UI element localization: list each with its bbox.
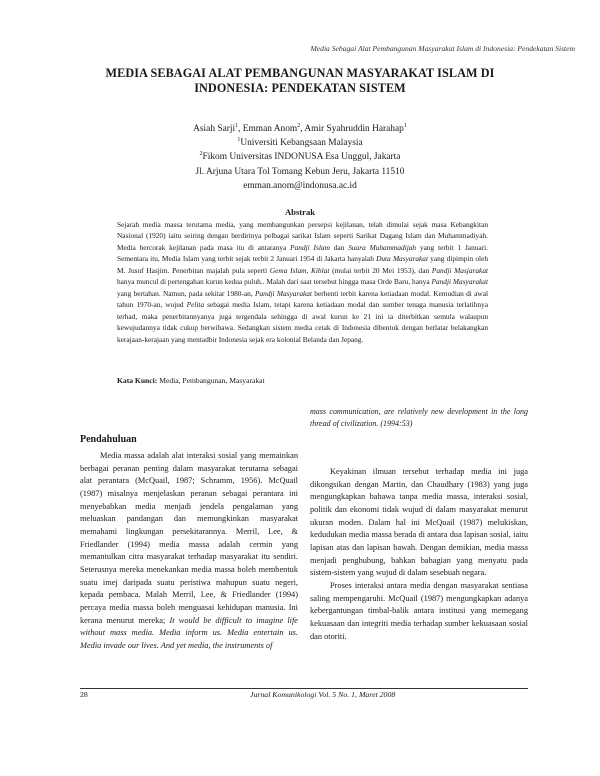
keywords-label: Kata Kunci:	[117, 376, 158, 385]
body-column-right	[310, 466, 528, 643]
author-2-affil: 2	[297, 123, 301, 129]
author-names	[60, 122, 540, 136]
abstract-text	[117, 219, 488, 345]
affiliation-2-mark: 2	[199, 151, 203, 158]
title-line-2: INDONESIA: PENDEKATAN SISTEM	[194, 81, 406, 96]
abstract-italic: Duta Masyarakat	[376, 254, 429, 264]
address: Jl. Arjuna Utara Tol Tomang Kebun Jeru, Jakarta 11510	[195, 166, 405, 177]
abstract-italic: Pandji Islam	[290, 242, 330, 252]
affiliation-1-mark: 1	[237, 137, 241, 144]
affiliation-2	[60, 150, 540, 164]
abstract-heading: Abstrak	[284, 207, 316, 217]
abstract-run: sebagai media Islam, tetapi karena ketiadaan modal dan sumber tenaga manusia terlatihnya terhad, maka penerbitannyanya juga tergendala sehingga di awal kurun ke 21 ini ia diterbitkan semula walaupun kewujudannya tidak cukup berwibawa. Sedangkan sistem media cetak di Indonesia dibentuk dengan berlatar belakangkan kerajaan-kerajaan yang mentadbir Indonesia sejak era kolonial Belanda dan Jepang.	[117, 300, 488, 344]
body-text: Media massa adalah alat interaksi sosial yang memainkan berbagai peranan penting dalam masyarakat terutama sebagai alat perantara (McQuail, 1987; Schramm, 1956). McQuail (1987) misalnya menjelaskan peranan sebagai perantara ini menyebabkan media menjadi jendela pengalaman yang meluaskan pandangan dan memungkinkan masyarakat memahami lingkungan persekitarannya. Merril, Lee, & Friedlander (1994) media massa adalah cermin yang memantulkan citra masyarakat terhadap masyarakat itu sendiri. Seterusnya mereka menekankan media massa boleh membentuk suatu imej daripada suatu peristiwa mahupun suatu negeri, kepada pembaca. Malah Merril, Lee, & Friedlander (1994) percaya media massa boleh menguasai kehidupan manusia. Ini kerana menurut mereka;	[80, 451, 298, 625]
keywords	[117, 376, 488, 385]
abstract-run: yang terbit 1 Januari. Sementara itu, Media Islam yang terbit sejak terbit 2 Januari 1954 di Jakarta hanyalah	[117, 242, 488, 264]
email: emman.anom@indonusa.ac.id	[243, 180, 357, 191]
block-quote-continued: mass communication, are relatively new development in the long thread of civilization. (1994:53)	[310, 407, 528, 428]
abstract-italic: Pelita	[186, 300, 205, 310]
abstract-run: (mulai terbit 20 Mei 1953), dan	[329, 265, 432, 275]
body-paragraph: Keyakinan ilmuan tersebut terhadap media ini juga dikongsikan dengan Martin, dan Chaudhary (1983) yang juga mengungkapkan bahawa tanpa media massa, interaksi sosial, politik dan ekonomi tidak wujud di dalam masyarakat menurut ukuran moden. Dalam hal ini McQuail (1987) melukiskan, kedudukan media massa berada di antara dua lapisan sosial, iaitu lapisan atas dan lapisan bawah. Dengan demikian, media massa menjadi penghubung, bahkan bahagian yang menyatu pada sistem-sistem yang wujud di dalam sesebuah negara.	[310, 467, 528, 578]
abstract-run: yang bertahan. Namun, pada sekitar 1980-an,	[117, 288, 255, 298]
abstract-italic: Suara Muhammadijah	[348, 242, 417, 252]
paper-title	[60, 66, 540, 97]
affiliation-1-text: Universiti Kebangsaan Malaysia	[240, 138, 363, 149]
title-line-1: MEDIA SEBAGAI ALAT PEMBANGUNAN MASYARAKAT ISLAM DI	[105, 66, 495, 80]
abstract-italic: Pandji Masjarakat	[431, 265, 489, 275]
abstract-run: yang dipimpin oleh M. Jusuf Hasjim. Penerbitan majalah pula seperti	[117, 254, 488, 275]
abstract-run: Sejarah media massa terutama media, yang membangunkan persepsi kejilanan, telah dimulai sejak masa Kebangkitan Nasional (1920) iaitu seiring dengan berdirinya pelbagai sarikat Islam seperti Sarikat Dagang Islam dan Muhammadiyah. Media bercorak kejilanan pada masa itu di antaranya	[117, 220, 488, 252]
abstract-run: berhenti terbit karena ketiadaan modal. Kemudian di awal tahun 1970-an, wujud	[117, 288, 488, 310]
author-2: Emman Anom	[242, 124, 298, 135]
author-block	[60, 122, 540, 193]
footer-rule	[80, 688, 528, 689]
journal-citation: Jurnal Komunikologi Vol. 5 No. 1, Maret 2008	[250, 690, 396, 699]
abstract-run: dan	[329, 242, 349, 252]
author-3-affil: 1	[403, 123, 407, 129]
body-column-left	[80, 450, 298, 653]
affiliation-2-text: Fikom Universitas INDONUSA Esa Unggul, Jakarta	[202, 152, 401, 163]
author-1: Asiah Sarji	[193, 124, 236, 135]
body-paragraph: Proses interaksi antara media dengan masyarakat sentiasa saling mempengaruhi. McQuail (1987) mengungkapkan adanya kebergantungan timbal-balik antara institusi yang memegang kekuasaan dan integriti media terhadap sumber kekuasaan sosial dan otoriti.	[310, 581, 528, 641]
block-quote: It would be difficult to imagine life without mass media. Media inform us. Media entertain us. Media invade our lives. And yet media, the instruments of	[80, 615, 298, 651]
author-sep: ,	[238, 124, 243, 135]
abstract-italic: Pandji Masyarakat	[255, 288, 312, 298]
author-3: Amir Syahruddin Harahap	[304, 124, 404, 135]
abstract-italic: Gema Islam, Kiblat	[269, 265, 330, 275]
body-paragraph	[80, 450, 298, 653]
affiliation-1	[60, 136, 540, 150]
abstract-run: hanya muncul di pertengahan kurun kedua puluh.. Malah dari saat tersebut hingga masa Orde Baru, hanya	[117, 277, 432, 287]
author-1-affil: 1	[235, 123, 239, 129]
running-head: Media Sebagai Alat Pembangunan Masyarakat Islam di Indonesia: Pendekatan Sistem	[310, 44, 575, 53]
section-heading: Pendahuluan	[80, 434, 137, 445]
keywords-value: Media, Pembangunan, Masyarakat	[157, 376, 265, 385]
author-sep: ,	[300, 124, 305, 135]
page-number: 28	[80, 690, 88, 699]
abstract-italic: Pandji Masyarakat	[431, 277, 488, 287]
